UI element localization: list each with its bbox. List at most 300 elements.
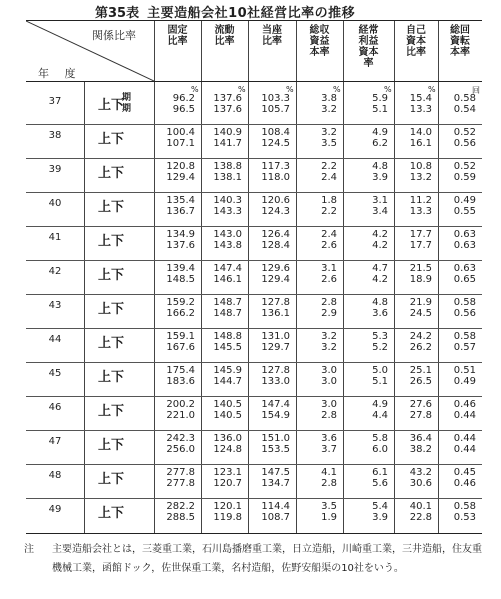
second-half-value: 26.5 xyxy=(409,376,432,387)
second-half-value: 0.56 xyxy=(453,138,476,149)
first-half-value: 148.7 xyxy=(213,297,242,308)
year-cell: 42 xyxy=(48,266,62,277)
value-cell xyxy=(296,93,337,115)
column-header-label: 総回資転本率 xyxy=(450,25,470,58)
year-column-divider xyxy=(84,81,85,533)
first-half-value: 21.5 xyxy=(409,263,432,274)
value-cell xyxy=(154,229,195,251)
first-half-value: 127.8 xyxy=(261,365,290,376)
period-label: 上下 xyxy=(98,98,125,113)
data-table xyxy=(26,20,482,534)
second-half-value: 0.59 xyxy=(453,172,476,183)
value-cell xyxy=(343,331,388,353)
second-half-value: 0.46 xyxy=(453,478,476,489)
value-cell xyxy=(154,297,195,319)
first-half-value: 0.45 xyxy=(453,467,476,478)
value-cell xyxy=(296,161,337,183)
value-cell xyxy=(248,399,290,421)
first-half-value: 2.4 xyxy=(321,229,337,240)
second-half-value: 129.4 xyxy=(261,274,290,285)
value-cell xyxy=(154,263,195,285)
second-half-value: 3.2 xyxy=(321,342,337,353)
second-half-value: 120.7 xyxy=(213,478,242,489)
period-word: 期 xyxy=(122,93,132,103)
second-half-value: 140.5 xyxy=(213,410,242,421)
second-half-value: 3.9 xyxy=(372,512,388,523)
first-half-value: 3.2 xyxy=(321,127,337,138)
value-cell xyxy=(343,195,388,217)
second-half-value: 2.9 xyxy=(321,308,337,319)
second-half-value: 0.63 xyxy=(453,240,476,251)
first-half-value: 5.4 xyxy=(372,501,388,512)
row-rule xyxy=(26,294,482,295)
first-half-value: 126.4 xyxy=(261,229,290,240)
second-half-value: 3.0 xyxy=(321,376,337,387)
second-half-value: 2.8 xyxy=(321,410,337,421)
period-label: 上下 xyxy=(98,404,125,419)
column-header xyxy=(201,25,248,79)
second-half-value: 3.7 xyxy=(321,444,337,455)
second-half-value: 0.44 xyxy=(453,410,476,421)
value-cell xyxy=(296,263,337,285)
first-half-value: 24.2 xyxy=(409,331,432,342)
second-half-value: 3.6 xyxy=(372,308,388,319)
year-cell: 37 xyxy=(48,96,62,107)
second-half-value: 2.6 xyxy=(321,240,337,251)
year-cell: 48 xyxy=(48,470,62,481)
value-cell xyxy=(201,433,242,455)
period-label: 上下 xyxy=(98,336,125,351)
value-cell xyxy=(438,365,476,387)
year-cell: 38 xyxy=(48,130,62,141)
first-half-value: 21.9 xyxy=(409,297,432,308)
value-cell xyxy=(438,161,476,183)
value-cell xyxy=(296,195,337,217)
second-half-value: 0.54 xyxy=(453,104,476,115)
column-header-label: 流動比率 xyxy=(214,25,235,47)
second-half-value: 96.5 xyxy=(172,104,195,115)
value-cell xyxy=(394,331,432,353)
table-title xyxy=(95,2,355,21)
second-half-value: 221.0 xyxy=(166,410,195,421)
period-label: 上下 xyxy=(98,506,125,521)
year-cell: 45 xyxy=(48,368,62,379)
second-half-value: 124.8 xyxy=(213,444,242,455)
first-half-value: 5.3 xyxy=(372,331,388,342)
second-half-value: 18.9 xyxy=(409,274,432,285)
second-half-value: 24.5 xyxy=(409,308,432,319)
second-half-value: 5.1 xyxy=(372,104,388,115)
unit-label: % xyxy=(286,85,294,94)
year-cell: 46 xyxy=(48,402,62,413)
second-half-value: 107.1 xyxy=(166,138,195,149)
second-half-value: 5.6 xyxy=(372,478,388,489)
first-half-value: 0.58 xyxy=(453,501,476,512)
value-cell xyxy=(248,501,290,523)
row-rule xyxy=(26,430,482,431)
value-cell xyxy=(343,93,388,115)
value-cell xyxy=(201,195,242,217)
first-half-value: 277.8 xyxy=(166,467,195,478)
first-half-value: 3.2 xyxy=(321,331,337,342)
footnote-text: 主要造船会社とは，三菱重工業，石川島播磨重工業，日立造船，川崎重工業，三井造船，住友重機械工業，函館ドック，佐世保重工業，名村造船，佐野安船渠の10社をいう。 xyxy=(52,544,482,574)
unit-label: % xyxy=(333,85,341,94)
value-cell xyxy=(438,501,476,523)
first-half-value: 100.4 xyxy=(166,127,195,138)
first-half-value: 25.1 xyxy=(409,365,432,376)
second-half-value: 137.6 xyxy=(166,240,195,251)
value-cell xyxy=(201,263,242,285)
first-half-value: 40.1 xyxy=(409,501,432,512)
second-half-value: 0.53 xyxy=(453,512,476,523)
first-half-value: 14.0 xyxy=(409,127,432,138)
second-half-value: 2.6 xyxy=(321,274,337,285)
first-half-value: 27.6 xyxy=(409,399,432,410)
value-cell xyxy=(343,467,388,489)
first-half-value: 175.4 xyxy=(166,365,195,376)
first-half-value: 3.8 xyxy=(321,93,337,104)
column-header-label: 経常利益資本率 xyxy=(358,25,379,69)
period-label: 上下 xyxy=(98,132,125,147)
first-half-value: 0.52 xyxy=(453,161,476,172)
first-half-value: 5.0 xyxy=(372,365,388,376)
value-cell xyxy=(296,331,337,353)
value-cell xyxy=(201,93,242,115)
year-cell: 41 xyxy=(48,232,62,243)
first-half-value: 0.58 xyxy=(453,93,476,104)
second-half-value: 137.6 xyxy=(213,104,242,115)
first-half-value: 147.4 xyxy=(213,263,242,274)
first-half-value: 137.6 xyxy=(213,93,242,104)
value-cell xyxy=(438,93,476,115)
second-half-value: 119.8 xyxy=(213,512,242,523)
second-half-value: 0.57 xyxy=(453,342,476,353)
value-cell xyxy=(343,399,388,421)
first-half-value: 36.4 xyxy=(409,433,432,444)
second-half-value: 145.5 xyxy=(213,342,242,353)
value-cell xyxy=(201,331,242,353)
value-cell xyxy=(438,263,476,285)
second-half-value: 124.3 xyxy=(261,206,290,217)
row-rule xyxy=(26,260,482,261)
second-half-value: 143.8 xyxy=(213,240,242,251)
first-half-value: 4.8 xyxy=(372,297,388,308)
first-half-value: 4.7 xyxy=(372,263,388,274)
first-half-value: 145.9 xyxy=(213,365,242,376)
value-cell xyxy=(394,297,432,319)
first-half-value: 159.2 xyxy=(166,297,195,308)
column-header xyxy=(296,25,343,79)
row-rule xyxy=(26,124,482,125)
value-cell xyxy=(201,501,242,523)
first-half-value: 0.63 xyxy=(453,229,476,240)
first-half-value: 147.5 xyxy=(261,467,290,478)
column-header-label: 総収資益本率 xyxy=(309,25,330,58)
year-cell: 39 xyxy=(48,164,62,175)
second-half-value: 6.2 xyxy=(372,138,388,149)
second-half-value: 146.1 xyxy=(213,274,242,285)
first-half-value: 103.3 xyxy=(261,93,290,104)
first-half-value: 5.8 xyxy=(372,433,388,444)
first-half-value: 134.9 xyxy=(166,229,195,240)
second-half-value: 2.8 xyxy=(321,478,337,489)
column-header xyxy=(438,25,482,79)
value-cell xyxy=(343,297,388,319)
value-cell xyxy=(343,263,388,285)
value-cell xyxy=(343,433,388,455)
first-half-value: 3.1 xyxy=(372,195,388,206)
column-header xyxy=(154,25,201,79)
value-cell xyxy=(394,501,432,523)
first-half-value: 140.9 xyxy=(213,127,242,138)
column-header xyxy=(394,25,438,79)
row-rule xyxy=(26,192,482,193)
value-cell xyxy=(296,229,337,251)
first-half-value: 0.52 xyxy=(453,127,476,138)
row-rule xyxy=(26,464,482,465)
second-half-value: 143.3 xyxy=(213,206,242,217)
first-half-value: 120.1 xyxy=(213,501,242,512)
value-cell xyxy=(248,365,290,387)
first-half-value: 120.6 xyxy=(261,195,290,206)
value-cell xyxy=(438,229,476,251)
row-rule xyxy=(26,362,482,363)
column-header-label: 固定比率 xyxy=(167,25,188,47)
first-half-value: 131.0 xyxy=(261,331,290,342)
value-cell xyxy=(343,501,388,523)
value-cell xyxy=(296,365,337,387)
first-half-value: 114.4 xyxy=(261,501,290,512)
value-cell xyxy=(154,195,195,217)
column-header-label: 当座比率 xyxy=(262,25,282,47)
first-half-value: 159.1 xyxy=(166,331,195,342)
unit-label: % xyxy=(191,85,199,94)
first-half-value: 5.9 xyxy=(372,93,388,104)
second-half-value: 4.4 xyxy=(372,410,388,421)
first-half-value: 17.7 xyxy=(409,229,432,240)
table-number: 第35表 xyxy=(95,6,140,21)
value-cell xyxy=(154,365,195,387)
value-cell xyxy=(394,161,432,183)
year-cell: 49 xyxy=(48,504,62,515)
first-half-value: 282.2 xyxy=(166,501,195,512)
first-half-value: 127.8 xyxy=(261,297,290,308)
first-half-value: 0.63 xyxy=(453,263,476,274)
value-cell xyxy=(154,501,195,523)
first-half-value: 0.44 xyxy=(453,433,476,444)
second-half-value: 3.5 xyxy=(321,138,337,149)
value-cell xyxy=(201,127,242,149)
period-label: 上下 xyxy=(98,438,125,453)
unit-label: 回 xyxy=(472,86,480,95)
second-half-value: 166.2 xyxy=(166,308,195,319)
first-half-value: 3.5 xyxy=(321,501,337,512)
unit-label: % xyxy=(238,85,246,94)
second-half-value: 144.7 xyxy=(213,376,242,387)
second-half-value: 22.8 xyxy=(409,512,432,523)
value-cell xyxy=(343,127,388,149)
second-half-value: 13.3 xyxy=(409,104,432,115)
period-label: 上下 xyxy=(98,166,125,181)
value-cell xyxy=(296,297,337,319)
value-cell xyxy=(296,501,337,523)
first-half-value: 123.1 xyxy=(213,467,242,478)
row-rule xyxy=(26,328,482,329)
value-cell xyxy=(296,399,337,421)
table-name: 主要造船会社10社経営比率の推移 xyxy=(147,6,356,21)
value-cell xyxy=(394,365,432,387)
value-cell xyxy=(154,399,195,421)
second-half-value: 5.1 xyxy=(372,376,388,387)
period-label: 上下 xyxy=(98,200,125,215)
second-half-value: 288.5 xyxy=(166,512,195,523)
value-cell xyxy=(438,195,476,217)
second-half-value: 0.44 xyxy=(453,444,476,455)
first-half-value: 4.2 xyxy=(372,229,388,240)
value-cell xyxy=(248,467,290,489)
second-half-value: 0.65 xyxy=(453,274,476,285)
value-cell xyxy=(438,467,476,489)
second-half-value: 27.8 xyxy=(409,410,432,421)
header-year-label: 年 度 xyxy=(38,67,82,80)
first-half-value: 4.1 xyxy=(321,467,337,478)
second-half-value: 108.7 xyxy=(261,512,290,523)
first-half-value: 117.3 xyxy=(261,161,290,172)
year-cell: 40 xyxy=(48,198,62,209)
first-half-value: 6.1 xyxy=(372,467,388,478)
second-half-value: 4.2 xyxy=(372,274,388,285)
value-cell xyxy=(343,229,388,251)
value-cell xyxy=(201,297,242,319)
second-half-value: 136.7 xyxy=(166,206,195,217)
first-half-value: 96.2 xyxy=(172,93,195,104)
period-label: 上下 xyxy=(98,234,125,249)
first-half-value: 0.51 xyxy=(453,365,476,376)
value-cell xyxy=(154,93,195,115)
period-label: 上下 xyxy=(98,268,125,283)
value-cell xyxy=(248,229,290,251)
value-cell xyxy=(438,127,476,149)
first-half-value: 3.1 xyxy=(321,263,337,274)
second-half-value: 183.6 xyxy=(166,376,195,387)
value-cell xyxy=(438,297,476,319)
second-half-value: 256.0 xyxy=(166,444,195,455)
first-half-value: 43.2 xyxy=(409,467,432,478)
first-half-value: 0.49 xyxy=(453,195,476,206)
unit-label: % xyxy=(428,85,436,94)
period-label: 上下 xyxy=(98,302,125,317)
row-rule xyxy=(26,396,482,397)
column-header xyxy=(248,25,296,79)
value-cell xyxy=(438,433,476,455)
value-cell xyxy=(394,229,432,251)
second-half-value: 148.5 xyxy=(166,274,195,285)
first-half-value: 200.2 xyxy=(166,399,195,410)
value-cell xyxy=(394,93,432,115)
second-half-value: 141.7 xyxy=(213,138,242,149)
value-cell xyxy=(248,161,290,183)
second-half-value: 2.2 xyxy=(321,206,337,217)
value-cell xyxy=(248,93,290,115)
value-cell xyxy=(296,467,337,489)
second-half-value: 133.0 xyxy=(261,376,290,387)
second-half-value: 3.4 xyxy=(372,206,388,217)
first-half-value: 108.4 xyxy=(261,127,290,138)
second-half-value: 17.7 xyxy=(409,240,432,251)
period-label: 上下 xyxy=(98,370,125,385)
second-half-value: 0.49 xyxy=(453,376,476,387)
value-cell xyxy=(248,263,290,285)
year-cell: 43 xyxy=(48,300,62,311)
second-half-value: 277.8 xyxy=(166,478,195,489)
row-rule xyxy=(26,226,482,227)
first-half-value: 2.2 xyxy=(321,161,337,172)
footnote-label: 注 xyxy=(24,544,34,555)
second-half-value: 136.1 xyxy=(261,308,290,319)
value-cell xyxy=(201,229,242,251)
first-half-value: 136.0 xyxy=(213,433,242,444)
second-half-value: 16.1 xyxy=(409,138,432,149)
first-half-value: 148.8 xyxy=(213,331,242,342)
second-half-value: 118.0 xyxy=(261,172,290,183)
second-half-value: 138.1 xyxy=(213,172,242,183)
second-half-value: 26.2 xyxy=(409,342,432,353)
first-half-value: 242.3 xyxy=(166,433,195,444)
column-header xyxy=(343,25,394,79)
first-half-value: 11.2 xyxy=(409,195,432,206)
footnote xyxy=(24,540,490,578)
value-cell xyxy=(154,433,195,455)
header-ratio-label: 関係比率 xyxy=(92,29,136,42)
second-half-value: 5.2 xyxy=(372,342,388,353)
first-half-value: 2.8 xyxy=(321,297,337,308)
value-cell xyxy=(201,399,242,421)
second-half-value: 3.2 xyxy=(321,104,337,115)
second-half-value: 13.3 xyxy=(409,206,432,217)
period-label: 上下 xyxy=(98,472,125,487)
first-half-value: 10.8 xyxy=(409,161,432,172)
first-half-value: 129.6 xyxy=(261,263,290,274)
value-cell xyxy=(154,331,195,353)
value-cell xyxy=(394,127,432,149)
unit-label: % xyxy=(384,85,392,94)
second-half-value: 0.55 xyxy=(453,206,476,217)
second-half-value: 0.56 xyxy=(453,308,476,319)
value-cell xyxy=(296,433,337,455)
first-half-value: 140.3 xyxy=(213,195,242,206)
second-half-value: 13.2 xyxy=(409,172,432,183)
value-cell xyxy=(154,127,195,149)
value-cell xyxy=(248,297,290,319)
value-cell xyxy=(248,331,290,353)
second-half-value: 105.7 xyxy=(261,104,290,115)
first-half-value: 4.8 xyxy=(372,161,388,172)
value-cell xyxy=(394,195,432,217)
second-half-value: 129.4 xyxy=(166,172,195,183)
first-half-value: 3.0 xyxy=(321,399,337,410)
first-half-value: 139.4 xyxy=(166,263,195,274)
first-half-value: 0.46 xyxy=(453,399,476,410)
value-cell xyxy=(394,433,432,455)
first-half-value: 143.0 xyxy=(213,229,242,240)
first-half-value: 4.9 xyxy=(372,399,388,410)
value-cell xyxy=(248,433,290,455)
value-cell xyxy=(343,161,388,183)
second-half-value: 154.9 xyxy=(261,410,290,421)
second-half-value: 6.0 xyxy=(372,444,388,455)
second-half-value: 1.9 xyxy=(321,512,337,523)
value-cell xyxy=(201,161,242,183)
